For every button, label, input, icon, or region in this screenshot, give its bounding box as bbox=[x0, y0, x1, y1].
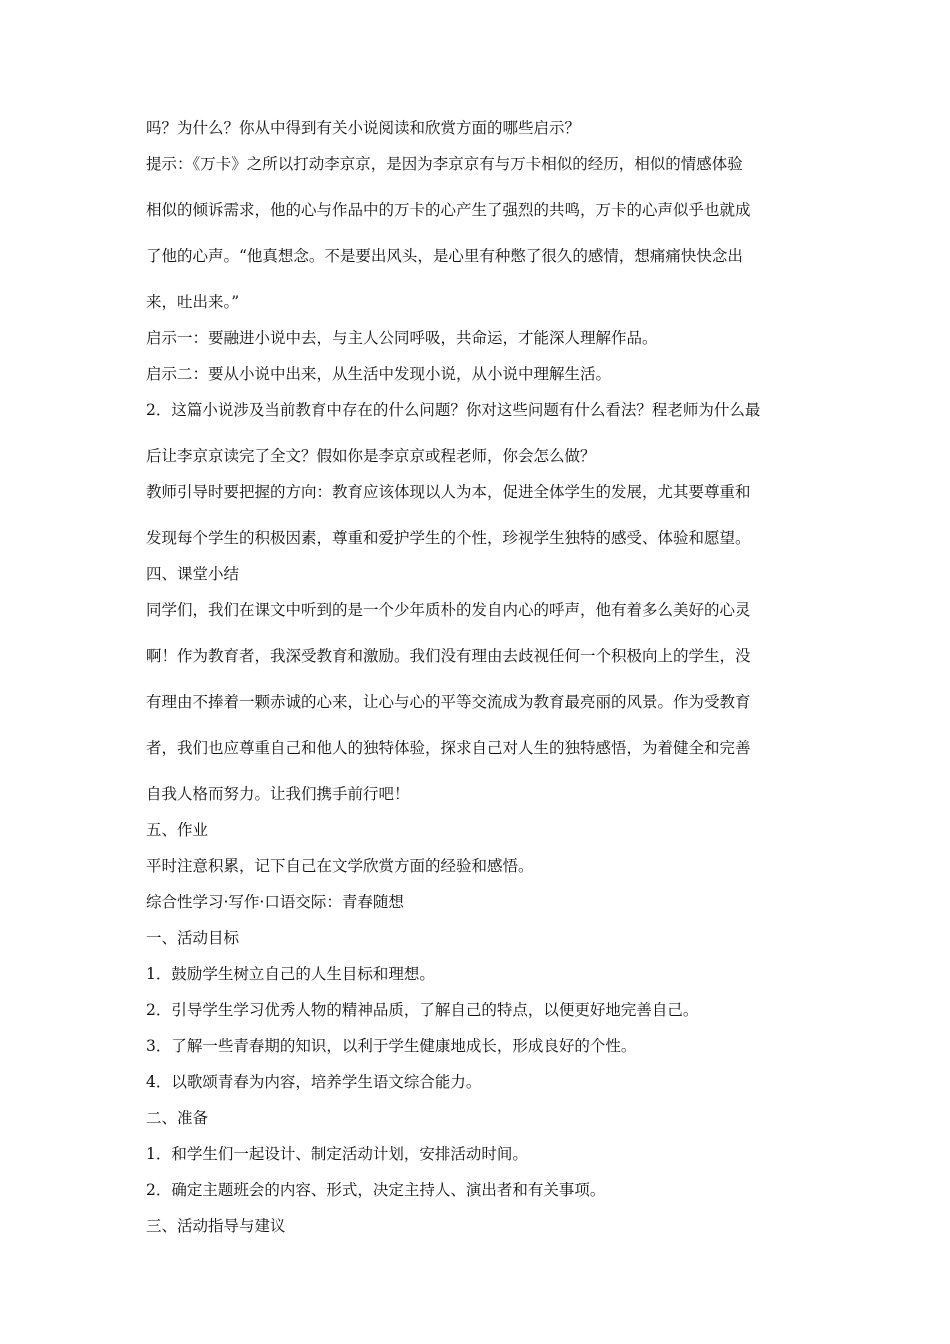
text-line: 启示一：要融进小说中去，与主人公同呼吸，共命运，才能深人理解作品。 bbox=[146, 329, 658, 347]
text-line: 同学们，我们在课文中听到的是一个少年质朴的发自内心的呼声，他有着多么美好的心灵 bbox=[146, 601, 751, 619]
text-line: 了他的心声。“他真想念。不是要出风头，是心里有种憋了很久的感情，想痛痛快快念出 bbox=[146, 247, 743, 265]
text-line: 吗？为什么？你从中得到有关小说阅读和欣赏方面的哪些启示？ bbox=[146, 119, 581, 137]
section-heading: 三、活动指导与建议 bbox=[146, 1217, 286, 1235]
section-title: 综合性学习·写作·口语交际：青春随想 bbox=[146, 893, 404, 911]
list-item: 4．以歌颂青春为内容，培养学生语文综合能力。 bbox=[146, 1073, 482, 1091]
section-heading: 一、活动目标 bbox=[146, 929, 240, 947]
text-line: 相似的倾诉需求，他的心与作品中的万卡的心产生了强烈的共鸣，万卡的心声似乎也就成 bbox=[146, 201, 751, 219]
text-line: 提示：《万卡》之所以打动李京京，是因为李京京有与万卡相似的经历，相似的情感体验 bbox=[146, 155, 743, 173]
text-line: 者，我们也应尊重自己和他人的独特体验，探求自己对人生的独特感悟，为着健全和完善 bbox=[146, 739, 751, 757]
text-line: 啊！作为教育者，我深受教育和激励。我们没有理由去歧视任何一个积极向上的学生，没 bbox=[146, 647, 751, 665]
text-line: 自我人格而努力。让我们携手前行吧！ bbox=[146, 785, 410, 803]
document-body bbox=[146, 118, 810, 1236]
text-line: 2．这篇小说涉及当前教育中存在的什么问题？你对这些问题有什么看法？程老师为什么最 bbox=[146, 401, 761, 419]
text-line: 平时注意积累，记下自己在文学欣赏方面的经验和感悟。 bbox=[146, 857, 534, 875]
section-heading: 二、准备 bbox=[146, 1109, 209, 1127]
text-line: 启示二：要从小说中出来，从生活中发现小说，从小说中理解生活。 bbox=[146, 365, 612, 383]
text-line: 发现每个学生的积极因素，尊重和爱护学生的个性，珍视学生独特的感受、体验和愿望。 bbox=[146, 529, 751, 547]
list-item: 3．了解一些青春期的知识，以利于学生健康地成长，形成良好的个性。 bbox=[146, 1037, 637, 1055]
list-item: 2．引导学生学习优秀人物的精神品质，了解自己的特点，以便更好地完善自己。 bbox=[146, 1001, 699, 1019]
list-item: 2．确定主题班会的内容、形式，决定主持人、演出者和有关事项。 bbox=[146, 1181, 606, 1199]
text-line: 有理由不捧着一颗赤诚的心来，让心与心的平等交流成为教育最亮丽的风景。作为受教育 bbox=[146, 693, 751, 711]
text-line: 来，吐出来。” bbox=[146, 293, 240, 311]
text-line: 后让李京京读完了全文？假如你是李京京或程老师，你会怎么做？ bbox=[146, 447, 596, 465]
text-line: 教师引导时要把握的方向：教育应该体现以人为本，促进全体学生的发展，尤其要尊重和 bbox=[146, 483, 751, 501]
list-item: 1．鼓励学生树立自己的人生目标和理想。 bbox=[146, 965, 435, 983]
section-heading: 五、作业 bbox=[146, 821, 209, 839]
section-heading: 四、课堂小结 bbox=[146, 565, 240, 583]
list-item: 1．和学生们一起设计、制定活动计划，安排活动时间。 bbox=[146, 1145, 528, 1163]
